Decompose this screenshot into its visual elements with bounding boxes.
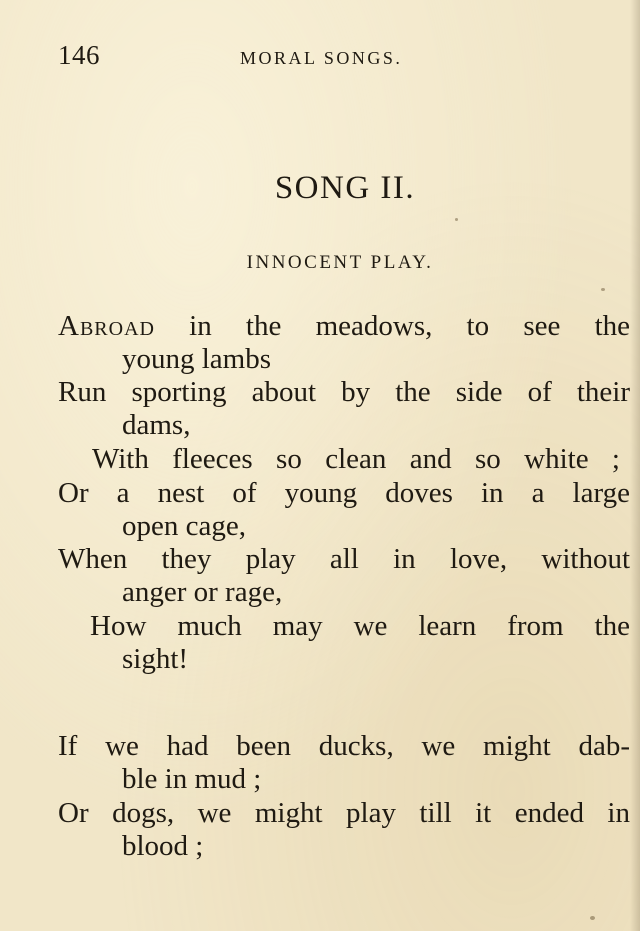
running-title: MORAL SONGS.: [240, 48, 403, 68]
verse-line: If we had been ducks, we might dab-: [58, 730, 630, 762]
verse-line: Or dogs, we might play till it ended in: [58, 797, 630, 829]
verse-line: young lambs: [122, 343, 272, 375]
verse-line: [58, 312, 630, 341]
verse-line: When they play all in love, without: [58, 543, 630, 575]
verse-line: sight!: [122, 643, 189, 675]
verse-line: ble in mud ;: [122, 763, 262, 795]
paper-speck: [590, 916, 595, 920]
verse-line: dams,: [122, 409, 191, 441]
verse-line: anger or rage,: [122, 576, 283, 608]
page-number: 146: [58, 40, 100, 70]
song-subtitle: INNOCENT PLAY.: [246, 252, 434, 273]
verse-line: How much may we learn from the: [90, 610, 630, 642]
paper-speck: [455, 218, 458, 221]
page-edge-shadow: [630, 0, 640, 931]
verse-line: blood ;: [122, 830, 204, 862]
verse-line: Run sporting about by the side of their: [58, 376, 630, 408]
verse-line: Or a nest of young doves in a large: [58, 477, 630, 509]
verse-opening-word: Abroad: [58, 310, 155, 342]
verse-line: open cage,: [122, 510, 246, 542]
verse-line: With fleeces so clean and so white ;: [92, 443, 620, 475]
verse-line-text: in the meadows, to see the: [154, 310, 630, 342]
song-heading: SONG II.: [274, 170, 416, 206]
paper-speck: [601, 288, 605, 291]
